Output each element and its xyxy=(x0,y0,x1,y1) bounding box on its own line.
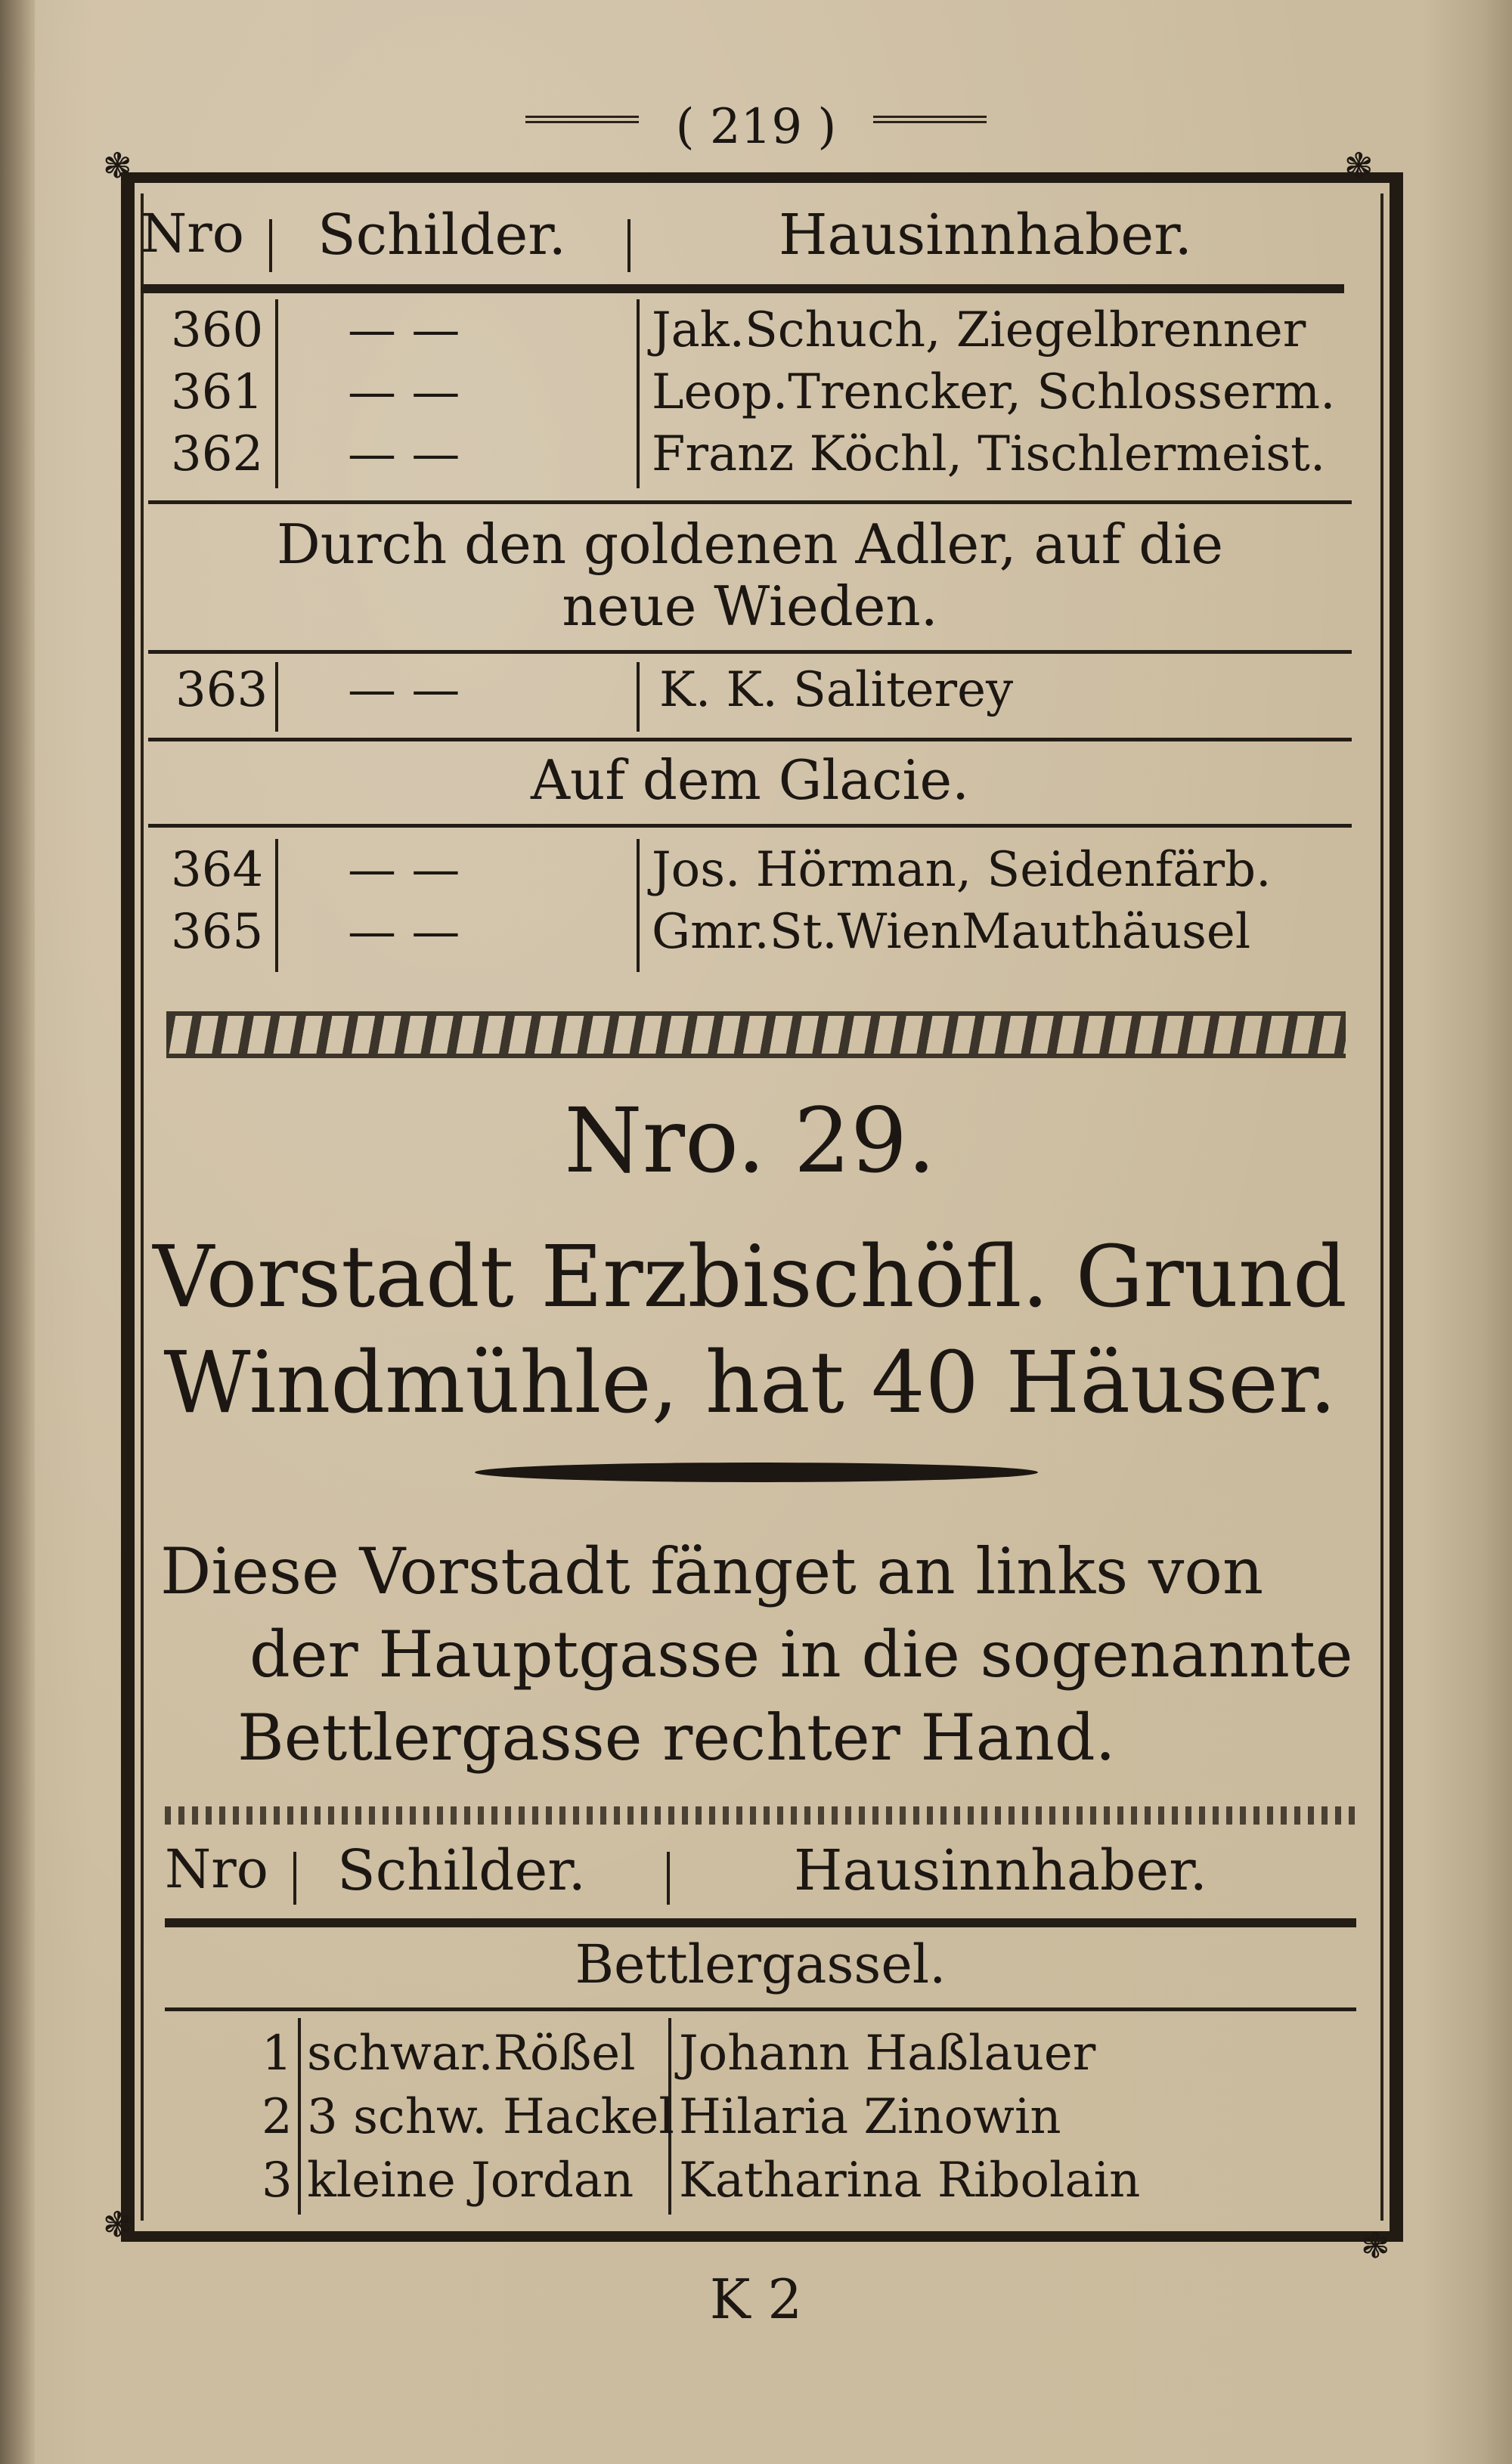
ornament-left xyxy=(525,116,639,146)
table1-header-nro: Nro xyxy=(141,203,244,265)
section-number: Nro. 29. xyxy=(564,1088,936,1193)
table2-header-divider xyxy=(667,1852,670,1905)
heading-rule xyxy=(475,1463,1038,1482)
table2-row-hausinnhaber: Hilaria Zinowin xyxy=(679,2089,1061,2145)
table2-row-schilder: 3 schw. Hackel xyxy=(307,2089,674,2145)
ornamental-dotted-divider xyxy=(165,1806,1359,1825)
table1-row-schilder: — — xyxy=(348,426,460,482)
table1-row-nro: 360 xyxy=(171,302,264,358)
table1-row-hausinnhaber: Gmr.St.WienMauthäusel xyxy=(652,904,1251,960)
table2-row-nro: 3 xyxy=(262,2153,293,2209)
catchword: K 2 xyxy=(709,2267,803,2331)
table1-rule xyxy=(148,500,1352,504)
table1-rule xyxy=(148,650,1352,654)
table1-row-nro: 365 xyxy=(171,904,264,960)
table2-row-schilder: schwar.Rößel xyxy=(307,2026,636,2082)
page-number: ( 219 ) xyxy=(675,99,837,155)
table1-column-divider xyxy=(637,662,640,732)
table1-row-hausinnhaber: K. K. Saliterey xyxy=(659,662,1014,718)
intro-text-line: Bettlergasse rechter Hand. xyxy=(237,1701,1116,1775)
table1-column-divider xyxy=(275,662,278,732)
table2-header-divider xyxy=(293,1852,296,1905)
frame-inner-border xyxy=(141,193,1383,2221)
section-heading: Auf dem Glacie. xyxy=(530,748,970,812)
table2-row-hausinnhaber: Katharina Ribolain xyxy=(679,2153,1141,2209)
corner-ornament-top-left: ❃ xyxy=(103,145,132,186)
table1-row-schilder: — — xyxy=(348,364,460,420)
table1-row-schilder: — — xyxy=(348,662,460,718)
table1-column-divider xyxy=(275,839,278,972)
table1-row-schilder: — — xyxy=(348,302,460,358)
table1-row-hausinnhaber: Franz Köchl, Tischlermeist. xyxy=(652,426,1326,482)
table2-column-divider xyxy=(298,2018,301,2215)
intro-text-line: Diese Vorstadt fänget an links von xyxy=(160,1534,1264,1608)
corner-ornament-bottom-left: ❃ xyxy=(103,2204,132,2245)
table1-row-hausinnhaber: Leop.Trencker, Schlosserm. xyxy=(652,364,1336,420)
table1-row-nro: 364 xyxy=(171,842,264,898)
table2-row-schilder: kleine Jordan xyxy=(307,2153,634,2209)
table1-row-hausinnhaber: Jos. Hörman, Seidenfärb. xyxy=(652,842,1272,898)
book-spine xyxy=(0,0,35,2464)
district-subtitle: Windmühle, hat 40 Häuser. xyxy=(163,1334,1337,1432)
table2-header-rule xyxy=(165,1918,1356,1927)
table1-row-hausinnhaber: Jak.Schuch, Ziegelbrenner xyxy=(652,302,1306,358)
table1-header-hausinnhaber: Hausinnhaber. xyxy=(779,203,1192,268)
corner-ornament-top-right: ❃ xyxy=(1344,145,1374,186)
table1-rule xyxy=(148,738,1352,741)
street-heading: Bettlergassel. xyxy=(575,1933,947,1995)
ornamental-divider xyxy=(166,1011,1346,1058)
page-frame xyxy=(121,172,1403,2242)
intro-text-line: der Hauptgasse in die sogenannte xyxy=(249,1617,1353,1692)
district-title: Vorstadt Erzbischöfl. Grund xyxy=(153,1228,1347,1326)
table1-row-nro: 362 xyxy=(171,426,264,482)
table1-row-schilder: — — xyxy=(348,904,460,960)
table1-header-rule xyxy=(141,284,1344,293)
table1-header-schilder: Schilder. xyxy=(318,203,567,268)
table2-rule xyxy=(165,2007,1356,2011)
section-heading: Durch den goldenen Adler, auf die xyxy=(276,512,1224,576)
table1-row-nro: 361 xyxy=(171,364,264,420)
table1-header-divider xyxy=(627,219,631,272)
page-header xyxy=(0,97,1512,157)
table2-row-nro: 2 xyxy=(262,2089,293,2145)
table1-header-divider xyxy=(269,219,272,272)
table1-rule xyxy=(148,824,1352,828)
table2-header-hausinnhaber: Hausinnhaber. xyxy=(794,1838,1207,1903)
table1-column-divider xyxy=(275,299,278,488)
table1-row-nro: 363 xyxy=(175,662,268,718)
table1-row-schilder: — — xyxy=(348,842,460,898)
corner-ornament-bottom-right: ❃ xyxy=(1361,2225,1390,2266)
table2-header-nro: Nro xyxy=(165,1838,268,1900)
ornament-right xyxy=(873,116,987,146)
table1-column-divider xyxy=(637,299,640,488)
table1-column-divider xyxy=(637,839,640,972)
table2-header-schilder: Schilder. xyxy=(337,1838,587,1903)
section-heading-continued: neue Wieden. xyxy=(562,574,938,638)
table2-row-nro: 1 xyxy=(262,2026,293,2082)
table2-row-hausinnhaber: Johann Haßlauer xyxy=(679,2026,1096,2082)
